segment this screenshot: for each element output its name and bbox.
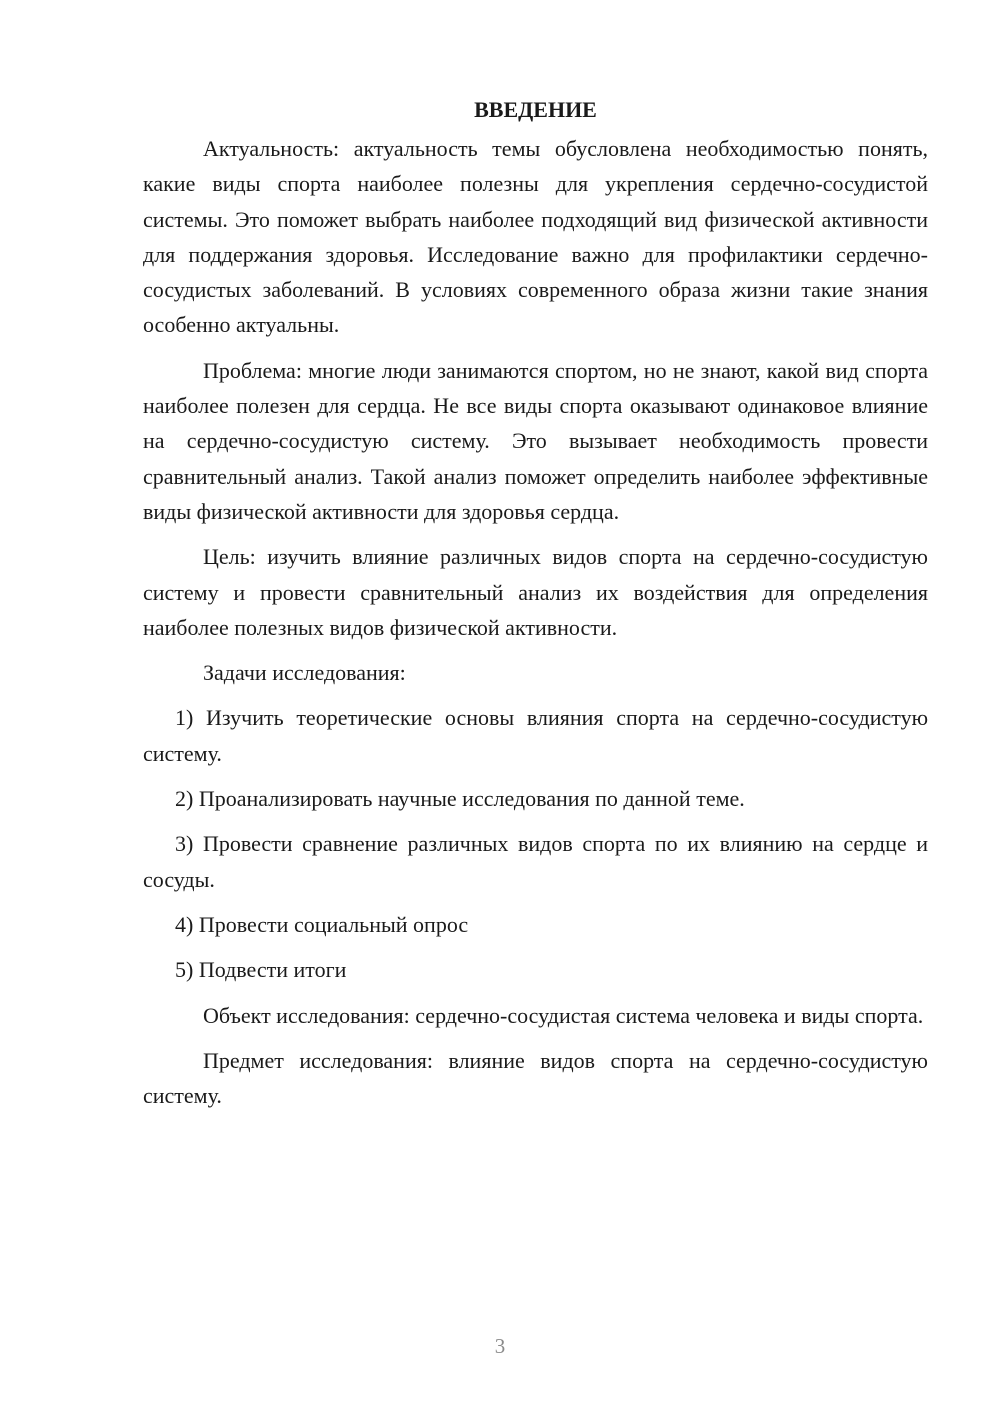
page-number: 3: [494, 1334, 506, 1358]
tasks-heading: Задачи исследования:: [203, 660, 406, 686]
object-paragraph: Объект исследования: сердечно-сосудистая система человека и виды спорта.: [203, 1002, 924, 1028]
task-item-3: 3) Провести сравнение различных видов спорта по их влиянию на сердце и сосуды.: [143, 831, 928, 892]
task-item-5: 5) Подвести итоги: [175, 957, 347, 983]
subject-paragraph: Предмет исследования: влияние видов спорта на сердечно-сосудистую систему.: [143, 1047, 928, 1109]
goal-paragraph: Цель: изучить влияние различных видов спорта на сердечно-сосудистую систему и провести сравнительный анализ их воздействия для определения наиболее полезных видов физической активности.: [143, 544, 928, 640]
problem-paragraph: Проблема: многие люди занимаются спортом, но не знают, какой вид спорта наиболее полезен для сердца. Не все виды спорта оказывают одинаковое влияние на сердечно-сосудистую систему. Это вызывает необходимость провести сравнительный анализ. Такой анализ поможет определить наиболее эффективные виды физической активности для здоровья сердца.: [143, 357, 928, 524]
relevance-paragraph: Актуальность: актуальность темы обусловлена необходимостью понять, какие виды спорта наиболее полезны для укрепления сердечно-сосудистой системы. Это поможет выбрать наиболее подходящий вид физической активности для поддержания здоровья. Исследование важно для профилактики сердечно-сосудистых заболеваний. В условиях современного образа жизни такие знания особенно актуальны.: [143, 136, 928, 338]
document-page: [143, 92, 928, 1123]
task-item-2: 2) Проанализировать научные исследования по данной теме.: [175, 786, 745, 812]
task-item-1: 1) Изучить теоретические основы влияния спорта на сердечно-сосудистую систему.: [143, 705, 928, 766]
section-title: ВВЕДЕНИЕ: [474, 97, 597, 122]
task-item-4: 4) Провести социальный опрос: [175, 911, 469, 937]
